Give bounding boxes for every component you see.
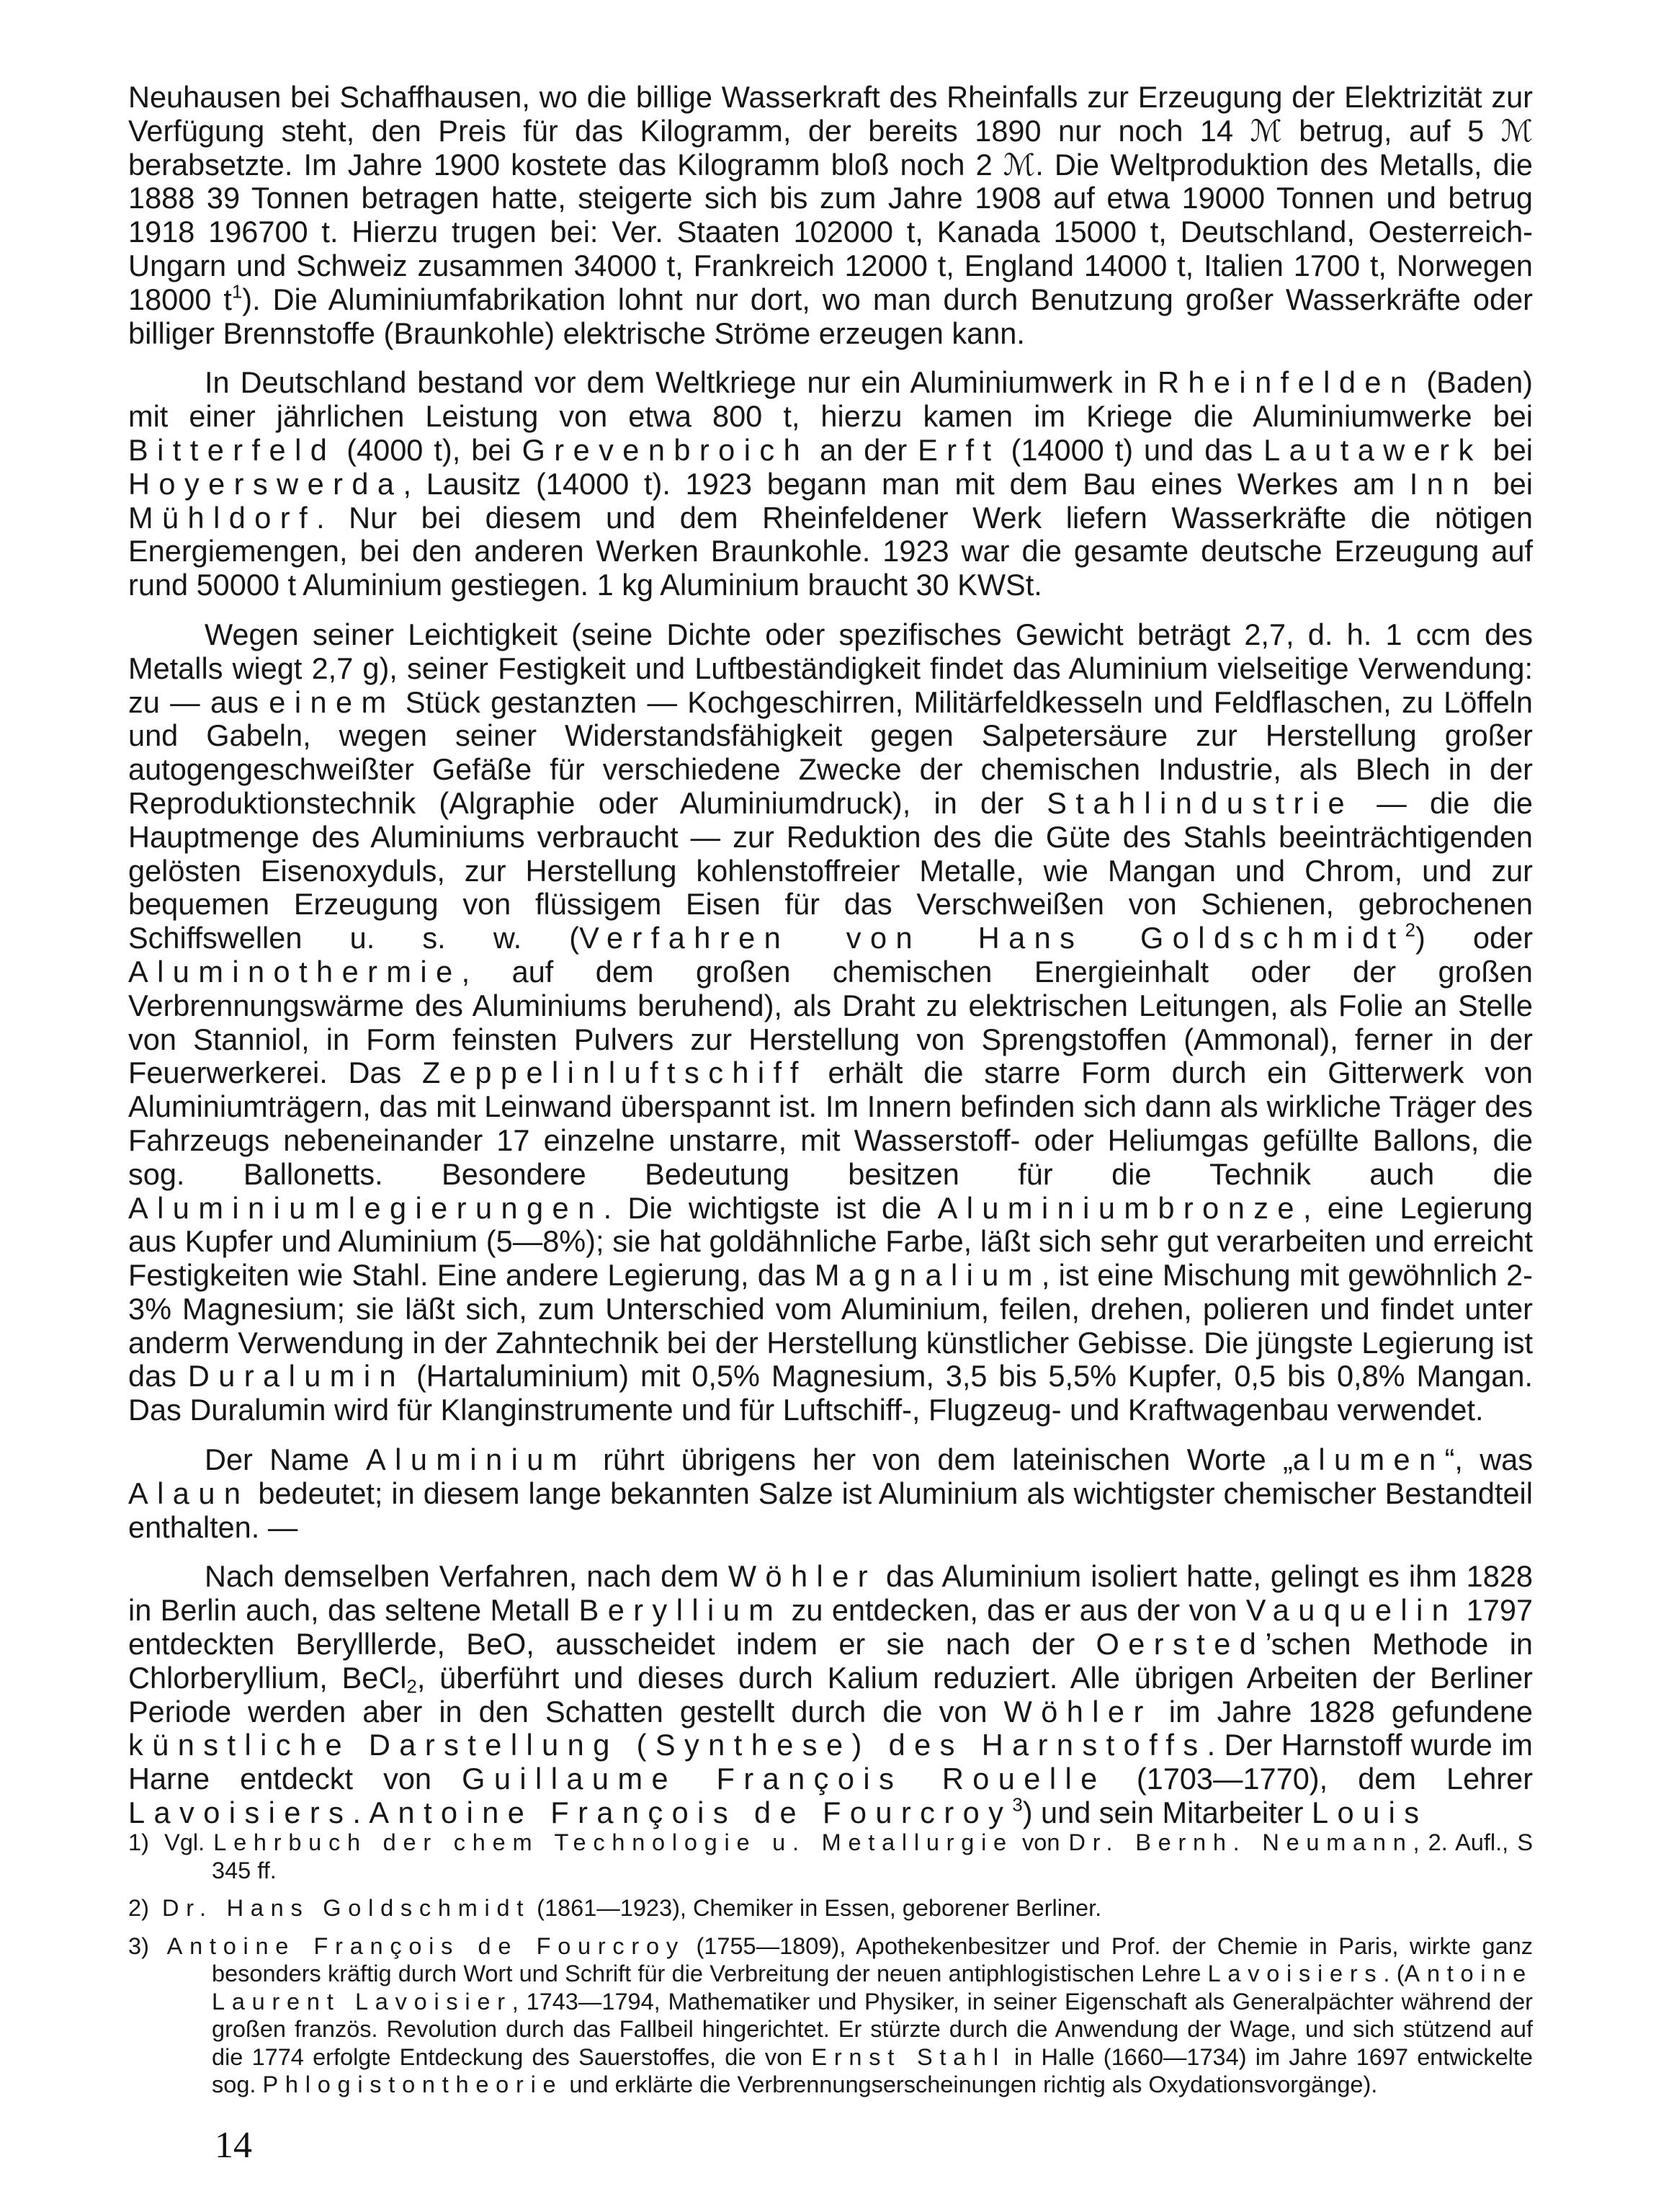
paragraph-3: Wegen seiner Leichtigkeit (seine Dichte oder spezifisches Gewicht beträgt 2,7, d. h. 1 ccm des Metalls wiegt 2,7 g), seiner Festigkeit und Luftbeständigkeit findet das Aluminium vielseitige Verwendung: zu — aus einem Stück gestanzten — Kochgeschirren, Militärfeldkesseln und Feldflaschen, zu Löffeln und Gabeln, wegen seiner Widerstandsfähigkeit gegen Salpetersäure zur Herstellung großer autogengeschweißter Gefäße für verschiedene Zwecke der chemischen Industrie, als Blech in der Reproduktionstechnik (Algraphie oder Aluminiumdruck), in der Stahlindustrie — die die Hauptmenge des Aluminiums verbraucht — zur Reduktion des die Güte des Stahls beeinträchtigenden gelösten Eisenoxyduls, zur Herstellung kohlenstoffreier Metalle, wie Mangan und Chrom, und zur bequemen Erzeugung von flüssigem Eisen für das Verschweißen von Schienen, gebrochenen Schiffswellen u. s. w. (Verfahren von Hans Goldschmidt$^2$) oder Aluminothermie, auf dem großen chemischen Energieinhalt oder der großen Verbrennungswärme des Aluminiums beruhend), als Draht zu elektrischen Leitungen, als Folie an Stelle von Stanniol, in Form feinsten Pulvers zur Herstellung von Sprengstoffen (Ammonal), ferner in der Feuerwerkerei. Das Zeppelinluftschiff erhält die starre Form durch ein Gitterwerk von Aluminiumträgern, das mit Leinwand überspannt ist. Im Innern befinden sich dann als wirkliche Träger des Fahrzeugs nebeneinander 17 einzelne unstarre, mit Wasserstoff- oder Heliumgas gefüllte Ballons, die sog. Ballonetts. Besondere Bedeutung besitzen für die Technik auch die Aluminiumlegierungen. Die wichtigste ist die Aluminiumbronze, eine Legierung aus Kupfer und Aluminium (5—8%); sie hat goldähnliche Farbe, läßt sich sehr gut verarbeiten und erreicht Festigkeiten wie Stahl. Eine andere Legierung, das Magnalium, ist eine Mischung mit gewöhnlich 2-3% Magnesium; sie läßt sich, zum Unterschied vom Aluminium, feilen, drehen, polieren und findet unter anderm Verwendung in der Zahntechnik bei der Herstellung künstlicher Gebisse. Die jüngste Legierung ist das Duralumin (Hartaluminium) mit 0,5% Magnesium, 3,5 bis 5,5% Kupfer, 0,5 bis 0,8% Mangan. Das Duralumin wird für Klanginstrumente und für Luftschiff-, Flugzeug- und Kraftwagenbau verwendet. — [128, 617, 1534, 1427]
page-number: 14 — [215, 2125, 252, 2166]
footnote-1: 1) Vgl. Lehrbuch der chem Technologie u. Metallurgie von Dr. Bernh. Neumann, 2. Aufl., S 345 ff. — [128, 1829, 1533, 1883]
paragraph-1: Neuhausen bei Schaffhausen, wo die billige Wasserkraft des Rheinfalls zur Erzeugung der Elektrizität zur Verfügung steht, den Preis für das Kilogramm, der bereits 1890 nur noch 14 ℳ betrug, auf 5 ℳ berabsetzte. Im Jahre 1900 kostete das Kilogramm bloß noch 2 ℳ. Die Weltproduktion des Metalls, die 1888 39 Tonnen betragen hatte, steigerte sich bis zum Jahre 1908 auf etwa 19000 Tonnen und betrug 1918 196700 t. Hierzu trugen bei: Ver. Staaten 102000 t, Kanada 15000 t, Deutschland, Oesterreich-Ungarn und Schweiz zusammen 34000 t, Frankreich 12000 t, England 14000 t, Italien 1700 t, Norwegen 18000 $t^1$). Die Aluminiumfabrikation lohnt nur dort, wo man durch Benutzung großer Wasserkräfte oder billiger Brennstoffe (Braunkohle) elektrische Ströme erzeugen kann. — [128, 80, 1533, 350]
footnote-3: 3) Antoine François de Fourcroy (1755—1809), Apothekenbesitzer und Prof. der Chemie in Paris, wirkte ganz besonders kräftig durch Wort und Schrift für die Verbreitung der neuen antiphlogistischen Lehre Lavoisiers. (Antoine Laurent Lavoisier, 1743—1794, Mathematiker und Physiker, in seiner Eigenschaft als Generalpächter während der großen französ. Revolution durch das Fallbeil hingerichtet. Er stürzte durch die Anwendung der Wage, und sich stützend auf die 1774 erfolgte Entdeckung des Sauerstoffes, die von Ernst Stahl in Halle (1660—1734) im Jahre 1697 entwickelte sog. Phlogistontheorie und erklärte die Verbrennungserscheinungen richtig als Oxydationsvorgänge). — [128, 1932, 1534, 2097]
paragraph-2: In Deutschland bestand vor dem Weltkriege nur ein Aluminiumwerk in Rheinfelden (Baden) mit einer jährlichen Leistung von etwa 800 t, hierzu kamen im Kriege die Aluminiumwerke bei Bitterfeld (4000 t), bei Grevenbroich an der Erft (14000 t) und das Lautawerk bei Hoyerswerda, Lausitz (14000 t). 1923 begann man mit dem Bau eines Werkes am Inn bei Mühldorf. Nur bei diesem und dem Rheinfeldener Werk liefern Wasserkräfte die nötigen Energiemengen, bei den anderen Werken Braunkohle. 1923 war die gesamte deutsche Erzeugung auf rund 50000 t Aluminium gestiegen. 1 kg Aluminium braucht 30 KWSt. — [128, 365, 1534, 602]
footnote-2: 2) Dr. Hans Goldschmidt (1861—1923), Chemiker in Essen, geborener Berliner. — [128, 1895, 1102, 1921]
paragraph-4: Der Name Aluminium rührt übrigens her von dem lateinischen Worte „alumen“, was Alaun bedeutet; in diesem lange bekannten Salze ist Aluminium als wichtigster chemischer Bestandteil enthalten. — — [128, 1442, 1533, 1544]
paragraph-5: Nach demselben Verfahren, nach dem Wöhler das Aluminium isoliert hatte, gelingt es ihm 1828 in Berlin auch, das seltene Metall Beryllium zu entdecken, das er aus der von Vauquelin 1797 entdeckten Berylllerde, BeO, ausscheidet indem er sie nach der Oersted’schen Methode in Chlorberyllium, BeCl$_2$, überführt und dieses durch Kalium reduziert. Alle übrigen Arbeiten der Berliner Periode werden aber in den Schatten gestellt durch die von Wöhler im Jahre 1828 gefundene künstliche Darstellung (Synthese) des Harnstoffs. Der Harnstoff wurde im Harne entdeckt von Guillaume François Rouelle (1703—1770), dem Lehrer Lavoisiers. Antoine François de Fourcroy$^3$) und sein Mitarbeiter Louis — [128, 1559, 1534, 1830]
body-text — [128, 81, 1533, 1846]
footnotes — [128, 1829, 1533, 2109]
